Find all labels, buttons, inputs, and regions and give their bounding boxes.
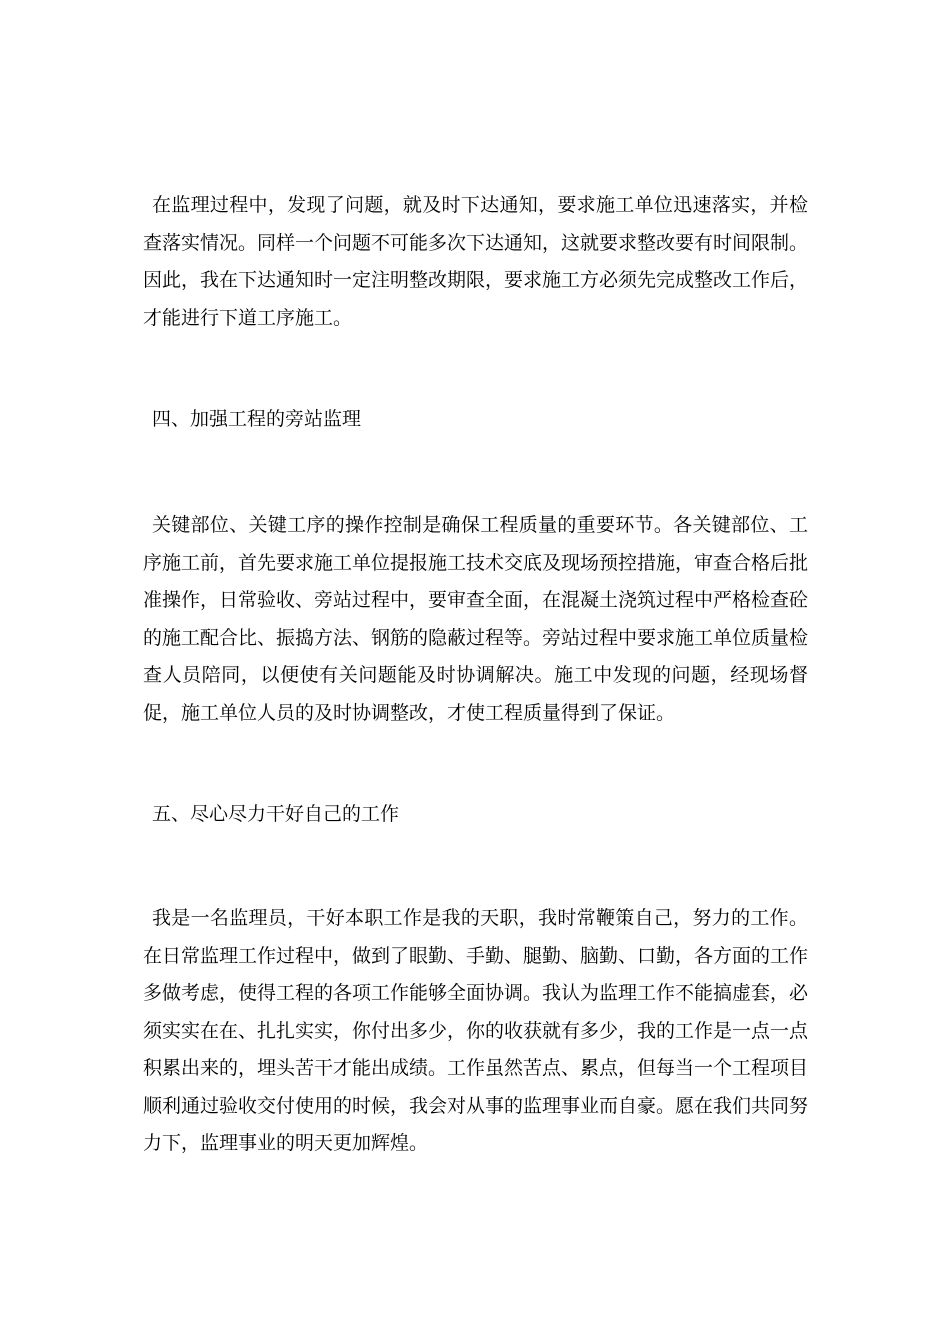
- body-paragraph-supervision-notice: 在监理过程中，发现了问题，就及时下达通知，要求施工单位迅速落实，并检查落实情况。同样一个问题不可能多次下达通知，这就要求整改要有时间限制。因此，我在下达通知时一定注明整改期限，要求施工方必须先完成整改工作后，才能进行下道工序施工。: [143, 194, 809, 329]
- body-paragraph-work-attitude: 我是一名监理员，干好本职工作是我的天职，我时常鞭策自己，努力的工作。在日常监理工作过程中，做到了眼勤、手勤、腿勤、脑勤、口勤，各方面的工作多做考虑，使得工程的各项工作能够全面协调。我认为监理工作不能搞虚套，必须实实在在、扎扎实实，你付出多少，你的收获就有多少，我的工作是一点一点积累出来的，埋头苦干才能出成绩。工作虽然苦点、累点，但每当一个工程项目顺利通过验收交付使用的时候，我会对从事的监理事业而自豪。愿在我们共同努力下，监理事业的明天更加辉煌。: [143, 907, 809, 1154]
- body-paragraph-side-station-supervision: 关键部位、关键工序的操作控制是确保工程质量的重要环节。各关键部位、工序施工前，首先要求施工单位提报施工技术交底及现场预控措施，审查合格后批准操作，日常验收、旁站过程中，要审查全面，在混凝土浇筑过程中严格检查砼的施工配合比、振捣方法、钢筋的隐蔽过程等。旁站过程中要求施工单位质量检查人员陪同，以便使有关问题能及时协调解决。施工中发现的问题，经现场督促，施工单位人员的及时协调整改，才使工程质量得到了保证。: [143, 514, 809, 724]
- section-heading-4: 四、加强工程的旁站监理: [152, 408, 362, 430]
- section-heading-5: 五、尽心尽力干好自己的工作: [152, 803, 400, 825]
